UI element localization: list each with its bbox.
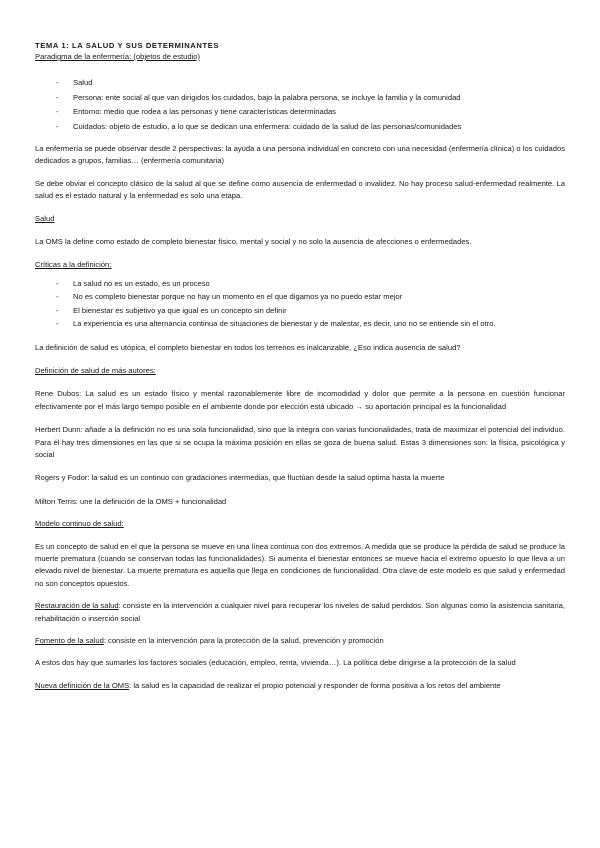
concepto-paragraph: Se debe obviar el concepto clásico de la salud al que se define como ausencia de enfermedad o invalidez. No hay proceso salud-enfermedad realmente. La salud es el estado natural y la enfermedad es solo una etapa. [35, 178, 565, 201]
fomento-paragraph [35, 635, 565, 647]
paradigma-list [35, 77, 565, 133]
document-title: TEMA 1: LA SALUD Y SUS DETERMINANTES [35, 41, 220, 50]
autores-heading: Definición de salud de más autores: [35, 365, 156, 375]
nueva-oms-label: Nueva definición de la OMS [35, 680, 130, 690]
list-item: - Persona: ente social al que van dirigidos los cuidados, bajo la palabra persona, se incluye la familia y la comunidad [35, 92, 565, 104]
perspectivas-paragraph: La enfermería se puede observar desde 2 perspectivas: la ayuda a una persona individual en concreto con una necesidad (enfermería clínica) o los cuidados dedicados a grupos, familias… (enfermería comunitaria) [35, 144, 565, 166]
terris-paragraph: Milton Terris: une la definición de la OMS + funcionalidad [35, 496, 227, 506]
nueva-oms-text: : la salud es la capacidad de realizar el propio potencial y responder de forma positiva a los retos del ambiente [129, 680, 501, 690]
modelo-paragraph: Es un concepto de salud en el que la persona se mueve en una línea continua con dos extremos. A medida que se produce la pérdida de salud se produce la muerte prematura (cuando se conservan todas las funcionalidades). Si aumenta el bienestar entonces se mueve hacia el extremo opuesto lo que lleva a un elevado nivel de bienestar. La muerte prematura es aquella que llega en condiciones de funcionalidad. Otra clave de este modelo es que salud y enfermedad no son conceptos opuestos. [35, 541, 565, 588]
list-item: - Entorno: medio que rodea a las personas y tiene características determinadas [35, 106, 565, 118]
list-item: - La experiencia es una alternancia continua de situaciones de bienestar y de malestar, es decir, uno no se entiende sin el otro. [35, 318, 565, 330]
factores-paragraph: A estos dos hay que sumarles los factores sociales (educación, empleo, renta, vivienda…). La política debe dirigirse a la protección de la salud [35, 658, 516, 668]
criticas-heading: Críticas a la definición: [35, 260, 112, 270]
paradigma-heading: Paradigma de la enfermería: (objetos de estudio) [35, 52, 201, 61]
restauracion-label: Restauración de la salud [35, 601, 119, 611]
rogers-paragraph: Rogers y Fodor: la salud es un continuo con gradaciones intermedias, que fluctúan desde la salud optima hasta la muerte [35, 473, 445, 483]
list-item: - Cuidados: objeto de estudio, a lo que se dedican una enfermera: cuidado de la salud de las personas/comunidades [35, 121, 565, 133]
fomento-label: Fomento de la salud [35, 636, 104, 645]
restauracion-text: : consiste en la intervención a cualquier nivel para recuperar los niveles de salud perdidos. Son algunas como la asistencia sanitaria, rehabilitación o inserción social [35, 601, 565, 623]
list-item: - El bienestar es subjetivo ya que igual es un concepto sin definir [35, 305, 565, 317]
salud-heading: Salud [35, 213, 55, 223]
nueva-oms-paragraph [35, 680, 565, 692]
utopica-paragraph: La definición de salud es utópica, el completo bienestar en todos los terrenos es inalcanzable, ¿Eso indica ausencia de salud? [35, 342, 461, 352]
modelo-heading: Modelo continuo de salud: [35, 519, 124, 529]
list-item: - No es completo bienestar porque no hay un momento en el que digamos ya no puedo estar mejor [35, 291, 565, 303]
restauracion-paragraph [35, 600, 565, 625]
list-item: - Salud [35, 77, 565, 89]
dubos-paragraph: Rene Dubos: La salud es un estado físico y mental razonablemente libre de incomodidad y dolor que permite a la persona en cuestión funcionar efectivamente por el más largo tiempo posible en el ambiente donde por elección está ubicado → su aportación principal es la funcionalidad [35, 389, 565, 411]
fomento-text: : consiste en la intervención para la protección de la salud, prevención y promoción [103, 636, 384, 645]
document-body [35, 40, 565, 692]
oms-paragraph: La OMS la define como estado de completo bienestar físico, mental y social y no solo la ausencia de afecciones o enfermedades. [35, 237, 472, 247]
list-item: - La salud no es un estado, es un proceso [35, 278, 565, 290]
dunn-paragraph: Herbert Dunn: añade a la definición no es una sola funcionalidad, sino que la integra con varias funcionalidades, trata de maximizar el potencial del individuo. Para él hay tres dimensiones en las que si se ocupa la máxima posición en ellas se goza de buena salud. Estas 3 dimensiones son: la física, psicológica y social [35, 425, 565, 459]
criticas-list [35, 278, 565, 331]
